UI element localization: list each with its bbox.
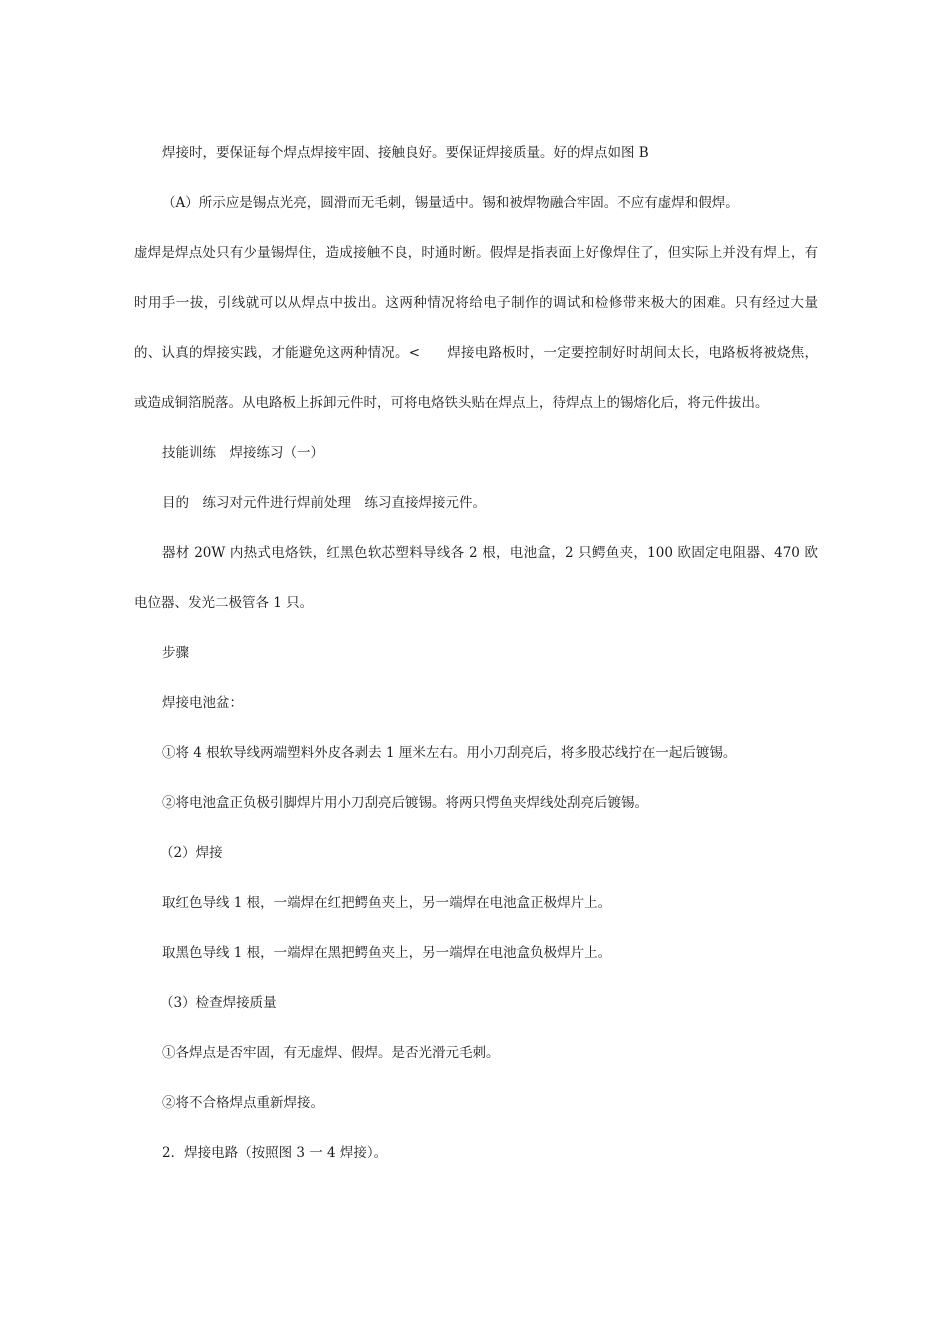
paragraph-black-wire: 取黑色导线 1 根，一端焊在黑把鳄鱼夹上，另一端焊在电池盒负极焊片上。 (162, 945, 612, 961)
paragraph-good-joint: 焊接时，要保证每个焊点焊接牢固、接触良好。要保证焊接质量。好的焊点如图 B (162, 145, 649, 161)
subheading-check-quality: （3）检查焊接质量 (160, 995, 277, 1011)
list-item-check-1: ①各焊点是否牢固，有无虚焊、假焊。是否光滑元毛刺。 (162, 1045, 500, 1061)
document-page (134, 128, 818, 1178)
paragraph-cold-joint: 虚焊是焊点处只有少量锡焊住，造成接触不良，时通时断。假焊是指表面上好像焊住了，但实际上并没有焊上，有时用手一拔，引线就可以从焊点中拔出。这两种情况将给电子制作的调试和检修带来极大的困难。只有经过大量的、认真的焊接实践，才能避免这两种情况。< 焊接电路板时，一定要控制好时胡间太长，电路板将被烧焦，或造成铜箔脱落。从电路板上拆卸元件时，可将电烙铁头贴在焊点上，待焊点上的锡熔化后，将元件拔出。 (134, 245, 818, 411)
paragraph-joint-description: （A）所示应是锡点光亮，圆滑而无毛刺，锡量适中。锡和被焊物融合牢固。不应有虚焊和假焊。 (162, 195, 739, 211)
subheading-welding: （2）焊接 (160, 845, 223, 861)
section-heading-skill-training: 技能训练 焊接练习（一） (162, 445, 324, 461)
paragraph-battery-box: 焊接电池盆： (162, 695, 243, 711)
paragraph-weld-circuit: 2．焊接电路（按照图 3 一 4 焊接）。 (162, 1145, 388, 1161)
paragraph-steps-heading: 步骤 (162, 645, 189, 661)
list-item-check-2: ②将不合格焊点重新焊接。 (162, 1095, 324, 1111)
paragraph-equipment: 器材 20W 内热式电烙铁，红黑色软芯塑料导线各 2 根，电池盒，2 只鳄鱼夹，100 欧固定电阻器、470 欧电位器、发光二极管各 1 只。 (134, 545, 818, 611)
paragraph-purpose: 目的 练习对元件进行焊前处理 练习直接焊接元件。 (162, 495, 486, 511)
list-item-step-2: ②将电池盒正负极引脚焊片用小刀刮亮后镀锡。将两只愕鱼夹焊线处刮亮后镀锡。 (162, 795, 648, 811)
paragraph-red-wire: 取红色导线 1 根，一端焊在红把鳄鱼夹上，另一端焊在电池盒正极焊片上。 (162, 895, 612, 911)
list-item-step-1: ①将 4 根软导线两端塑料外皮各剥去 1 厘米左右。用小刀刮亮后，将多股芯线拧在一起后镀锡。 (162, 745, 737, 761)
